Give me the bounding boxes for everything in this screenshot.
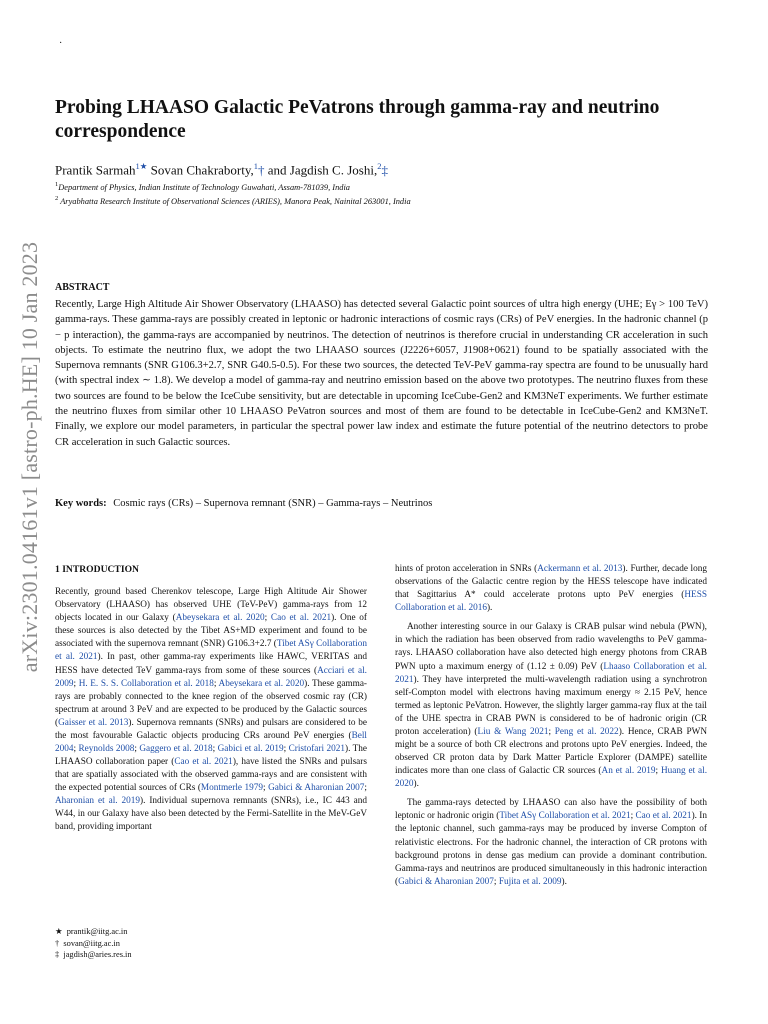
right-column bbox=[395, 563, 707, 889]
citation-link[interactable]: Peng et al. 2022 bbox=[554, 726, 619, 737]
body-text: ; bbox=[73, 744, 79, 755]
body-text: ; bbox=[264, 613, 271, 624]
body-text: ). These gamma-rays are probably connected to the knee region of the observed cosmic ray (CR) spectrum at around 3 PeV and are expected to be produced by the Galactic sources ( bbox=[55, 678, 368, 728]
affiliation-marker[interactable]: 1 bbox=[253, 161, 259, 171]
footnotes bbox=[55, 926, 132, 961]
affiliation-number: 2 bbox=[55, 195, 59, 202]
citation-link[interactable]: Montmerle 1979 bbox=[200, 783, 264, 794]
left-column bbox=[55, 563, 367, 835]
affiliation-marker[interactable]: 1★ bbox=[135, 161, 148, 171]
body-text: ). In the leptonic channel, such gamma-rays may be produced by inverse Compton of relativistic electrons. For the hadronic channel, the interaction of CR protons with background protons in dense gas medium can provide a dominant contribution. Gamma-rays and neutrinos are produced simultaneously in this hadronic interaction ( bbox=[395, 811, 707, 887]
citation-link[interactable]: Gaggero et al. 2018 bbox=[139, 744, 213, 755]
body-text: ). bbox=[561, 876, 567, 887]
citation-link[interactable]: H. E. S. S. Collaboration et al. 2018 bbox=[78, 678, 214, 689]
citation-link[interactable]: Fujita et al. 2009 bbox=[498, 876, 562, 887]
body-text: ). Supernova remnants (SNRs) and pulsars are considered to be the most favourable Galactic objects producing CRs around PeV energies ( bbox=[55, 717, 367, 741]
citation-link[interactable]: Abeysekara et al. 2020 bbox=[218, 678, 305, 689]
footnote-email: prantik@iitg.ac.in bbox=[66, 927, 128, 936]
body-text: ; bbox=[134, 744, 140, 755]
citation-link[interactable]: Huang et al. 2020 bbox=[395, 766, 708, 790]
body-text: ; bbox=[263, 783, 269, 794]
arxiv-identifier: arXiv:2301.04161v1 [astro-ph.HE] 10 Jan 2023 bbox=[17, 241, 42, 673]
citation-link[interactable]: Tibet ASγ Collaboration et al. 2021 bbox=[499, 811, 631, 822]
keywords bbox=[55, 498, 708, 509]
affiliation-2 bbox=[55, 195, 715, 206]
paper-title: Probing LHAASO Galactic PeVatrons through gamma-ray and neutrino correspondence bbox=[55, 97, 660, 142]
affiliation-number: 1 bbox=[55, 181, 59, 188]
body-text: ). In past, other gamma-ray experiments like HAWC, VERITAS and HESS have detected TeV gamma-rays from some of these sources ( bbox=[55, 652, 367, 676]
body-text: ; bbox=[283, 744, 289, 755]
citation-link[interactable]: Lhaaso Collaboration et al. 2021 bbox=[395, 661, 707, 685]
body-text: ; bbox=[212, 744, 218, 755]
body-text: ). bbox=[486, 603, 493, 614]
body-text: ; bbox=[548, 726, 555, 737]
citation-link[interactable]: Tibet ASγ Collaboration et al. 2021 bbox=[55, 639, 367, 663]
body-text: ). Further, decade long observations of the Galactic centre region by the HESS telescope have indicated that Sagittarius A* could accelerate protons upto PeV energies ( bbox=[395, 564, 708, 601]
citation-link[interactable]: Cao et al. 2021 bbox=[270, 613, 332, 624]
affiliation-1 bbox=[55, 181, 715, 192]
citation-link[interactable]: Abeysekara et al. 2020 bbox=[175, 613, 265, 624]
footnote-mark: ★ bbox=[55, 927, 63, 936]
body-text: Recently, ground based Cherenkov telescope, Large High Altitude Air Shower Observatory (LHAASO) has observed UHE (TeV-PeV) gamma-rays from 12 objects located in our Galaxy ( bbox=[55, 587, 367, 624]
body-text: ; bbox=[655, 766, 661, 777]
body-text: ; bbox=[630, 811, 636, 822]
body-text: ). Hence, CRAB PWN might be a source of both CR electrons and protons upto PeV energies. Indeed, the observed CR proton data by Dark Matter Particle Explorer (DAMPE) satellite indicates more than one class of Galactic CR sources ( bbox=[395, 726, 707, 777]
body-text: ; bbox=[213, 678, 219, 689]
paragraph bbox=[55, 586, 367, 834]
footnote bbox=[55, 938, 132, 950]
body-text: ). One of these sources is also detected by the Tibet AS+MD experiment and found to be associated with the supernova remnant (SNR) G106.3+2.7 ( bbox=[55, 613, 367, 650]
citation-link[interactable]: Gabici & Aharonian 2007 bbox=[398, 876, 494, 887]
affiliation-text: Department of Physics, Indian Institute of Technology Guwahati, Assam-781039, India bbox=[58, 182, 350, 192]
body-text: ), have listed the SNRs and pulsars that are spatially associated with the observed gamma-rays and are consistent with the expected potential sources of CRs ( bbox=[55, 757, 367, 794]
body-text: ; bbox=[73, 678, 79, 689]
paragraph bbox=[395, 621, 707, 791]
citation-link[interactable]: Cao et al. 2021 bbox=[635, 811, 692, 822]
arxiv-stamp bbox=[10, 242, 50, 672]
citation-link[interactable]: Gaisser et al. 2013 bbox=[58, 717, 129, 728]
affiliation-marker[interactable]: 2 bbox=[377, 161, 382, 171]
author-name: Prantik Sarmah bbox=[55, 162, 136, 178]
footnote-marker[interactable]: † bbox=[258, 162, 265, 178]
footnote bbox=[55, 926, 132, 938]
body-text: ). Individual supernova remnants (SNRs), i.e., IC 443 and W44, in our Galaxy have also been detected by the Fermi-Satellite in the MeV-GeV band, providing important bbox=[55, 796, 367, 833]
body-text: ). bbox=[413, 779, 419, 790]
abstract-heading: ABSTRACT bbox=[55, 282, 110, 293]
author-name: Sovan Chakraborty, bbox=[147, 162, 254, 178]
keywords-label: Key words: bbox=[55, 498, 107, 509]
citation-link[interactable]: Acciari et al. 2009 bbox=[55, 665, 367, 689]
citation-link[interactable]: HESS Collaboration et al. 2016 bbox=[395, 590, 707, 614]
footnote-marker[interactable]: ‡ bbox=[381, 162, 388, 178]
author-list bbox=[55, 161, 715, 178]
keywords-text: Cosmic rays (CRs) – Supernova remnant (SNR) – Gamma-rays – Neutrinos bbox=[113, 498, 433, 509]
citation-link[interactable]: Liu & Wang 2021 bbox=[477, 726, 549, 737]
body-text: The gamma-rays detected by LHAASO can also have the possibility of both leptonic or hadronic origin ( bbox=[395, 798, 707, 822]
citation-link[interactable]: An et al. 2019 bbox=[601, 766, 656, 777]
paragraph bbox=[395, 797, 707, 889]
citation-link[interactable]: Gabici et al. 2019 bbox=[217, 744, 284, 755]
abstract-body: Recently, Large High Altitude Air Shower Observatory (LHAASO) has detected several Galactic point sources of ultra high energy (UHE; Eγ > 100 TeV) gamma-rays. These gamma-rays are possibly created in leptonic or hadronic interactions of cosmic rays (CRs) of PeV energies. In the hadronic channel (p − p interaction), the gamma-rays are accompanied by neutrinos. The detection of neutrinos is therefore crucial in understanding CR acceleration in such objects. To estimate the neutrino flux, we adopt the two LHAASO sources (J2226+6057, J1908+0621) found to be spatially associated with the Supernova remnants (SNR G106.3+2.7, SNR G40.5-0.5). For these two sources, the detected TeV-PeV gamma-ray spectra are found to be unusually hard (with spectral index ∼ 1.8). We develop a model of gamma-ray and neutrino emission based on the above two prototypes. The neutrino fluxes from these two sources are found to be below the IceCube sensitivity, but are detectable in upcoming IceCube-Gen2 and KM3NeT experiments. We further estimate the neutrino fluxes from similar other 10 LHAASO PeVatron sources and most of them are found to be detectable in IceCube-Gen2 and KM3NeT. Finally, we explore our model parameters, in particular the spectral power law index and estimate the future potential of the neutrino detectors to probe CR acceleration in such Galactic sources. bbox=[55, 299, 708, 448]
citation-link[interactable]: Aharonian et al. 2019 bbox=[55, 796, 141, 807]
author-name: and Jagdish C. Joshi, bbox=[264, 162, 378, 178]
body-text: ). They have interpreted the multi-wavelength radiation using a synchrotron self-Compton model with electrons having maximum energy ≈ 2.15 PeV, hence termed as leptonic PeVatron. However, the slightly larger gamma-ray flux at the tail of the UHE spectra in CRAB PWN is considered to be of hadronic origin (CR proton acceleration) ( bbox=[395, 674, 707, 737]
footnote-mark: † bbox=[55, 938, 60, 948]
paragraph bbox=[395, 563, 707, 615]
citation-link[interactable]: Gabici & Aharonian 2007 bbox=[268, 783, 365, 794]
body-text: ). The LHAASO collaboration paper ( bbox=[55, 744, 368, 768]
body-text: ; bbox=[364, 783, 367, 794]
body-text: Another interesting source in our Galaxy is CRAB pulsar wind nebula (PWN), in which the radiation has been observed from radio wavelengths to PeV gamma-rays. LHAASO collaboration have also detected high energy photons from CRAB PWN upto a maximum energy of (1.12 ± 0.09) PeV ( bbox=[395, 622, 707, 672]
citation-link[interactable]: Reynolds 2008 bbox=[78, 744, 135, 755]
footnote-email: jagdish@aries.res.in bbox=[63, 950, 132, 959]
footnote bbox=[55, 949, 132, 961]
citation-link[interactable]: Cao et al. 2021 bbox=[174, 757, 233, 768]
footnote-mark: ‡ bbox=[55, 950, 60, 959]
affiliation-text: Aryabhatta Research Institute of Observational Sciences (ARIES), Manora Peak, Nainital 263001, India bbox=[58, 196, 411, 206]
citation-link[interactable]: Ackermann et al. 2013 bbox=[537, 564, 623, 574]
section-heading: 1 INTRODUCTION bbox=[55, 564, 139, 575]
citation-link[interactable]: Bell 2004 bbox=[55, 730, 367, 755]
citation-link[interactable]: Cristofari 2021 bbox=[288, 744, 345, 755]
footnote-email: sovan@iitg.ac.in bbox=[63, 938, 120, 948]
corner-dot: · bbox=[59, 38, 63, 49]
body-text: ; bbox=[493, 876, 499, 887]
body-text: hints of proton acceleration in SNRs ( bbox=[395, 564, 538, 574]
